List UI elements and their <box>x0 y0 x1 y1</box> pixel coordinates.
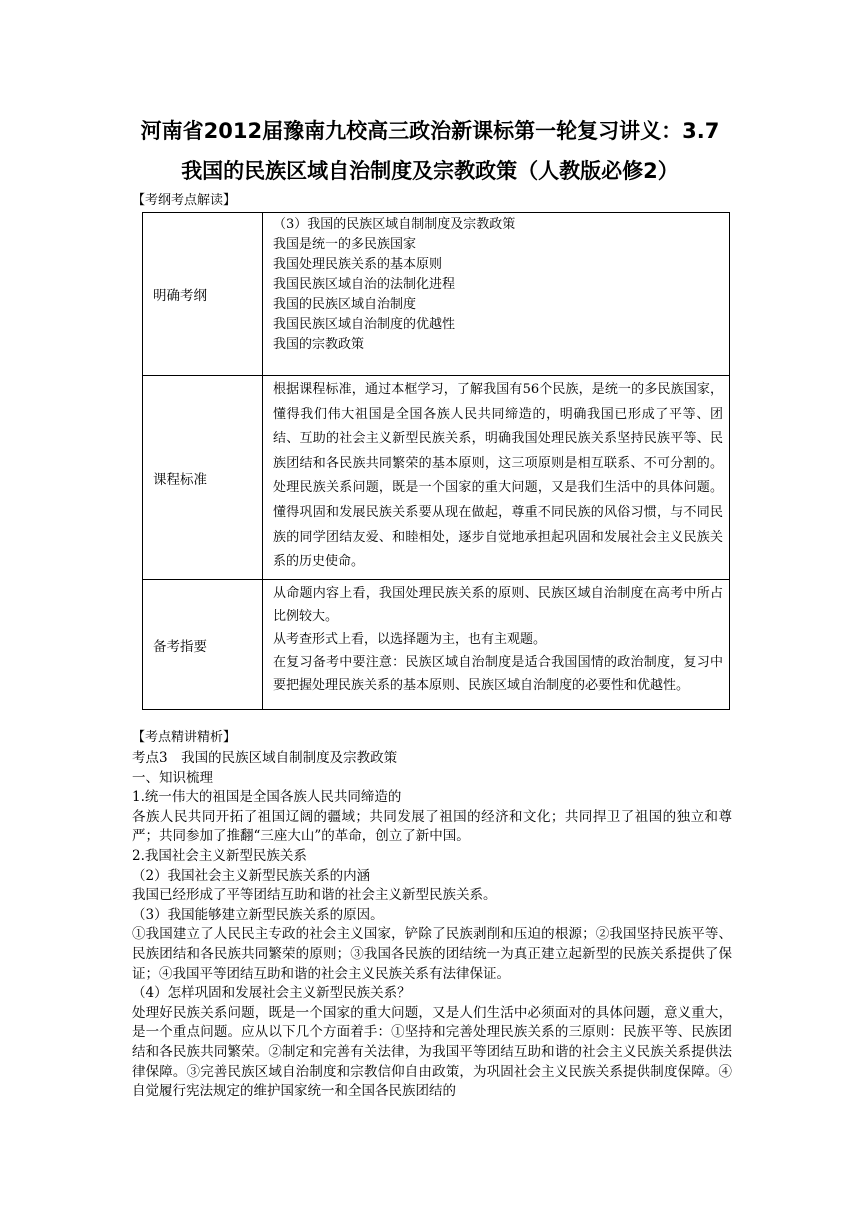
table-row <box>143 213 730 376</box>
section-label-analysis: 【考点精讲精析】 <box>132 730 237 745</box>
table-row <box>143 376 730 580</box>
outline-line: 我国是统一的多民族国家 <box>273 237 417 252</box>
exam-tip-paragraph: 在复习备考中要注意：民族区域自治制度是适合我国国情的政治制度，复习中要把握处理民族关系的基本原则、民族区域自治制度的必要性和优越性。 <box>273 655 723 693</box>
outline-table <box>142 212 730 710</box>
body-section <box>132 749 732 1102</box>
subheading: （3）我国能够建立新型民族关系的原因。 <box>132 906 384 923</box>
paragraph: 各族人民共同开拓了祖国辽阔的疆域；共同发展了祖国的经济和文化；共同捍卫了祖国的独立和尊严；共同参加了推翻“三座大山”的革命，创立了新中国。 <box>132 808 732 845</box>
subheading: （4）怎样巩固和发展社会主义新型民族关系？ <box>132 985 411 1002</box>
subheading: 2.我国社会主义新型民族关系 <box>132 847 307 864</box>
subheading: 1.统一伟大的祖国是全国各族人民共同缔造的 <box>132 789 402 806</box>
paragraph: 我国已经形成了平等团结互助和谐的社会主义新型民族关系。 <box>132 887 497 904</box>
document-title-line2: 我国的民族区域自治制度及宗教政策（人教版必修2） <box>181 159 679 183</box>
exam-tip-paragraph: 从命题内容上看，我国处理民族关系的原则、民族区域自治制度在高考中所占比例较大。 <box>273 586 723 624</box>
row-label: 备考指要 <box>143 580 263 710</box>
row-label: 明确考纲 <box>143 213 263 376</box>
row-content <box>263 213 730 376</box>
document-title-line1: 河南省2012届豫南九校高三政治新课标第一轮复习讲义：3.7 <box>140 119 720 143</box>
exam-tip-paragraph: 从考查形式上看，以选择题为主，也有主观题。 <box>273 632 547 647</box>
course-standard-text: 根据课程标准，通过本框学习，了解我国有56个民族，是统一的多民族国家，懂得我们伟大祖国是全国各族人民共同缔造的，明确我国已形成了平等、团结、互助的社会主义新型民族关系，明确我国处理民族关系坚持民族平等、民族团结和各民族共同繁荣的基本原则，这三项原则是相互联系、不可分割的。处理民族关系问题，既是一个国家的重大问题，又是我们生活中的具体问题。懂得巩固和发展民族关系要从现在做起，尊重不同民族的风俗习惯，与不同民族的同学团结友爱、和睦相处，逐步自觉地承担起巩固和发展社会主义民族关系的历史使命。 <box>273 382 723 570</box>
table-row <box>143 580 730 710</box>
row-content <box>263 376 730 580</box>
outline-line: （3）我国的民族区域自制制度及宗教政策 <box>273 217 516 232</box>
subheading: （2）我国社会主义新型民族关系的内涵 <box>132 867 371 884</box>
kaodian-heading: 考点3 我国的民族区域自制制度及宗教政策 <box>132 750 398 766</box>
paragraph: ①我国建立了人民民主专政的社会主义国家，铲除了民族剥削和压迫的根源；②我国坚持民族平等、民族团结和各民族共同繁荣的原则；③我国各民族的团结统一为真正建立起新型的民族关系提供了保证；④我国平等团结互助和谐的社会主义民族关系有法律保证。 <box>132 926 732 982</box>
outline-line: 我国处理民族关系的基本原则 <box>273 257 443 272</box>
row-label: 课程标准 <box>143 376 263 580</box>
heading-knowledge: 一、知识梳理 <box>132 769 213 786</box>
outline-line: 我国民族区域自治的法制化进程 <box>273 277 456 292</box>
row-content <box>263 580 730 710</box>
paragraph: 处理好民族关系问题，既是一个国家的重大问题，又是人们生活中必须面对的具体问题，意义重大，是一个重点问题。应从以下几个方面着手：①坚持和完善处理民族关系的三原则：民族平等、民族团结和各民族共同繁荣。②制定和完善有关法律，为我国平等团结互助和谐的社会主义民族关系提供法律保障。③完善民族区域自治制度和宗教信仰自由政策，为巩固社会主义民族关系提供制度保障。④自觉履行宪法规定的维护国家统一和全国各民族团结的 <box>132 1004 732 1100</box>
section-label-outline: 【考纲考点解读】 <box>132 193 237 208</box>
outline-line: 我国民族区域自治制度的优越性 <box>273 317 456 332</box>
outline-line: 我国的民族区域自治制度 <box>273 297 417 312</box>
outline-line: 我国的宗教政策 <box>273 337 365 352</box>
